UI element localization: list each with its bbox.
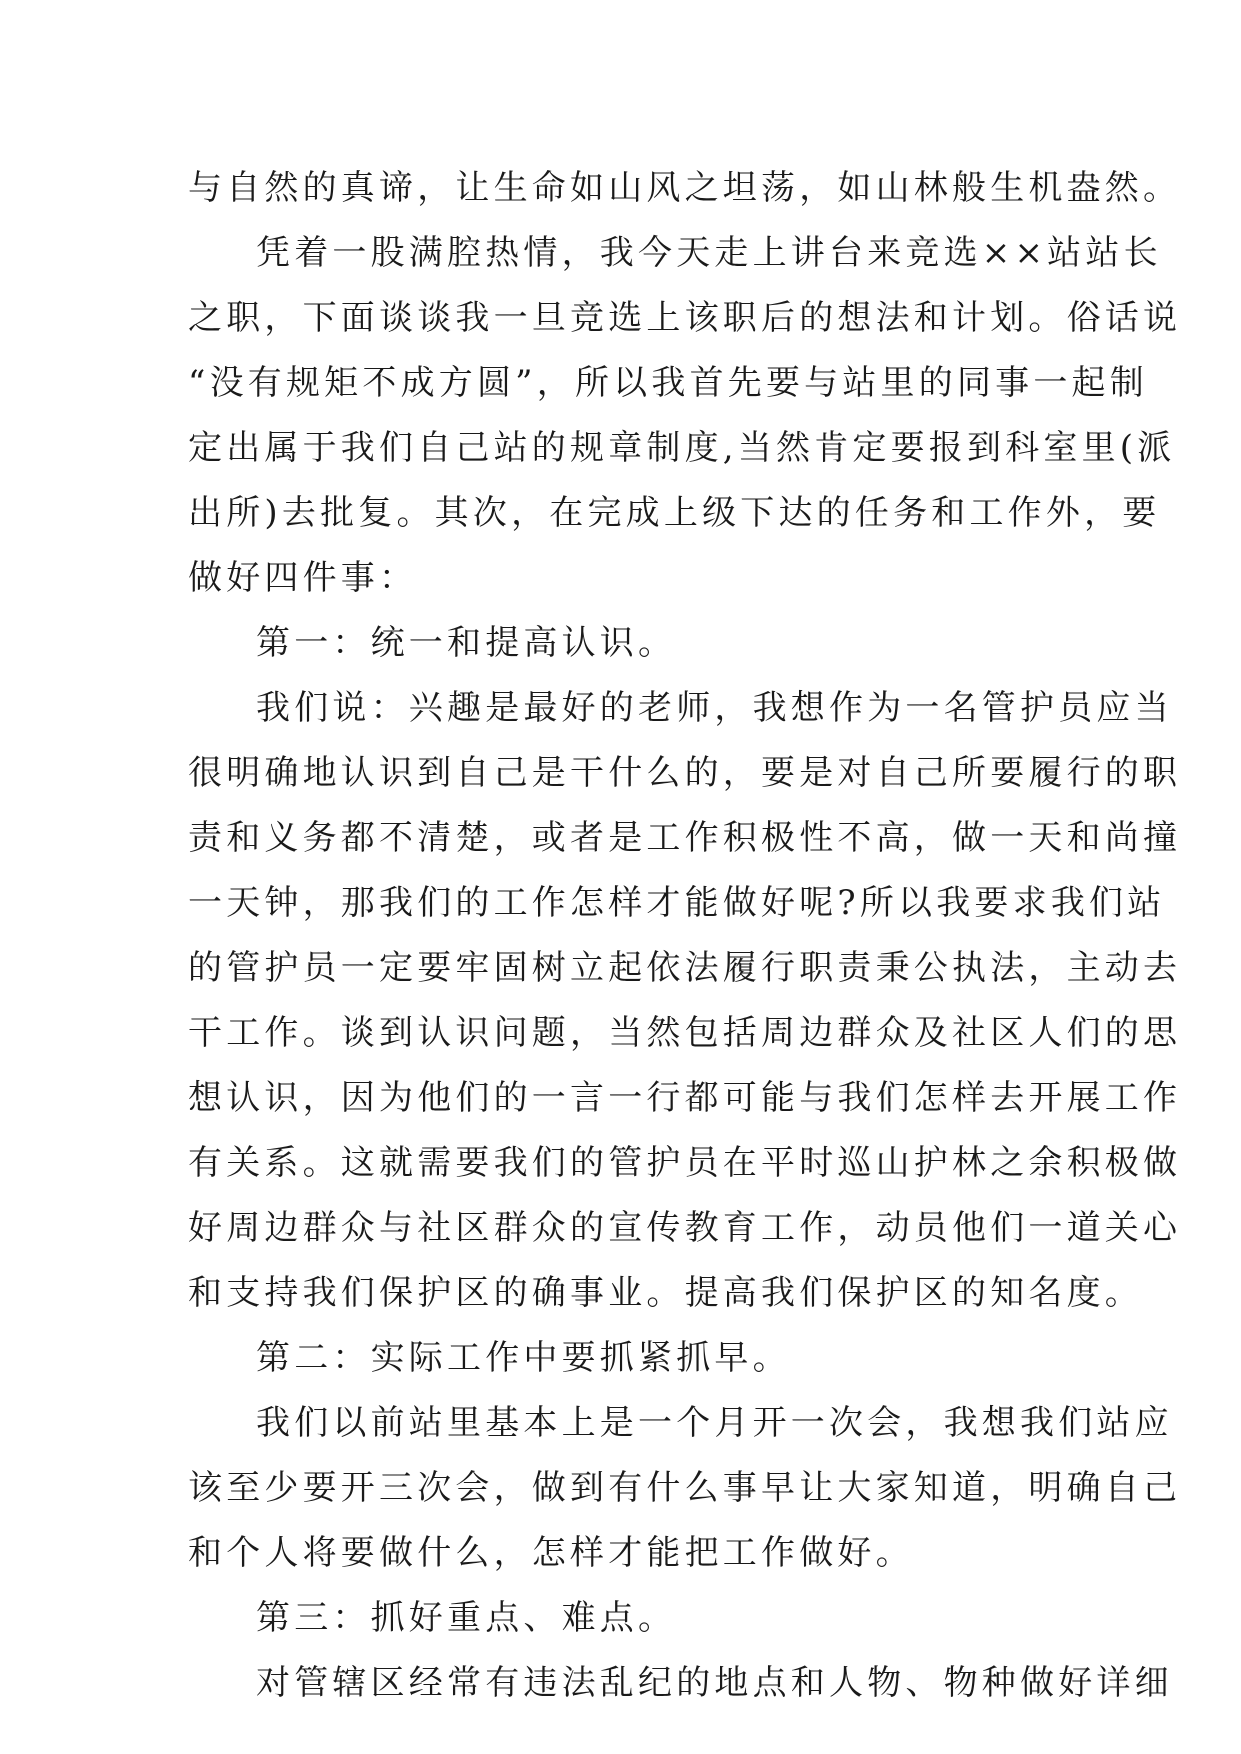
paragraph-line: 该至少要开三次会，做到有什么事早让大家知道，明确自己 xyxy=(188,1468,1182,1508)
paragraph-line: 和支持我们保护区的确事业。提高我们保护区的知名度。 xyxy=(188,1273,1143,1313)
paragraph-line: 和个人将要做什么，怎样才能把工作做好。 xyxy=(188,1533,914,1573)
paragraph-line: 与自然的真谛，让生命如山风之坦荡，如山林般生机盎然。 xyxy=(188,168,1182,208)
paragraph-line: 我们说：兴趣是最好的老师，我想作为一名管护员应当 xyxy=(256,688,1173,728)
section-heading: 第二：实际工作中要抓紧抓早。 xyxy=(256,1338,791,1378)
paragraph-line: 有关系。这就需要我们的管护员在平时巡山护林之余积极做 xyxy=(188,1143,1182,1183)
paragraph-line: 定出属于我们自己站的规章制度,当然肯定要报到科室里(派 xyxy=(188,428,1176,468)
section-heading: 第一：统一和提高认识。 xyxy=(256,623,677,663)
paragraph-line: 好周边群众与社区群众的宣传教育工作，动员他们一道关心 xyxy=(188,1208,1182,1248)
document-body xyxy=(188,156,1182,1716)
paragraph-line: 很明确地认识到自己是干什么的，要是对自己所要履行的职 xyxy=(188,753,1182,793)
paragraph-line: 一天钟，那我们的工作怎样才能做好呢?所以我要求我们站 xyxy=(188,883,1166,923)
paragraph-line: 的管护员一定要牢固树立起依法履行职责秉公执法，主动去 xyxy=(188,948,1182,988)
paragraph-line: 之职，下面谈谈我一旦竞选上该职后的想法和计划。俗话说 xyxy=(188,298,1182,338)
paragraph-line: “没有规矩不成方圆”，所以我首先要与站里的同事一起制 xyxy=(188,363,1148,403)
paragraph-line: 做好四件事： xyxy=(188,558,418,598)
paragraph-line: 我们以前站里基本上是一个月开一次会，我想我们站应 xyxy=(256,1403,1173,1443)
paragraph-line: 凭着一股满腔热情，我今天走上讲台来竞选××站站长 xyxy=(256,233,1162,273)
section-heading: 第三：抓好重点、难点。 xyxy=(256,1598,677,1638)
paragraph-line: 出所)去批复。其次，在完成上级下达的任务和工作外，要 xyxy=(188,493,1161,533)
paragraph-line: 对管辖区经常有违法乱纪的地点和人物、物种做好详细 xyxy=(256,1663,1173,1703)
paragraph-line: 责和义务都不清楚，或者是工作积极性不高，做一天和尚撞 xyxy=(188,818,1182,858)
paragraph-line: 想认识，因为他们的一言一行都可能与我们怎样去开展工作 xyxy=(188,1078,1182,1118)
paragraph-line: 干工作。谈到认识问题，当然包括周边群众及社区人们的思 xyxy=(188,1013,1182,1053)
